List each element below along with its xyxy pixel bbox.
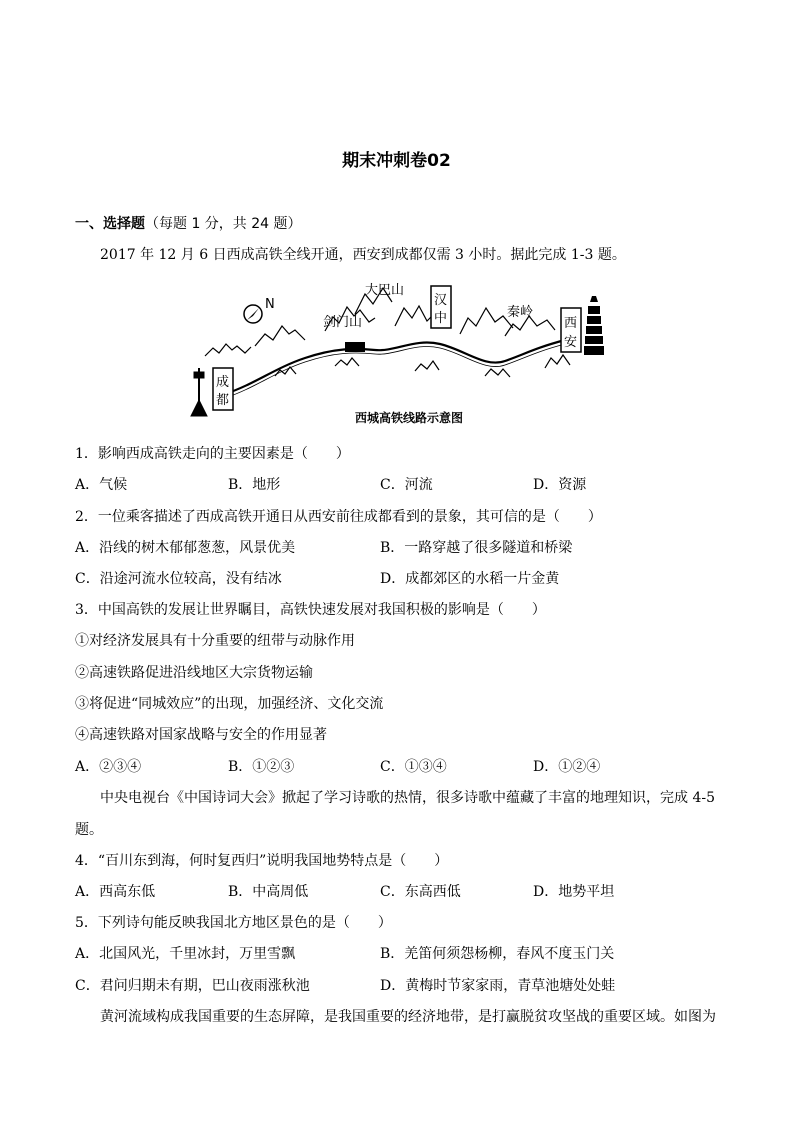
q2-option-c: C．沿途河流水位较高，没有结冰 — [75, 571, 282, 587]
question-5-stem: 5．下列诗句能反映我国北方地区景色的是（ ） — [75, 915, 392, 931]
q4-option-a: A．西高东低 — [75, 884, 156, 900]
section-heading-note: （每题 1 分，共 24 题） — [145, 216, 302, 232]
q1-option-c: C．河流 — [380, 477, 433, 493]
q3-statement-4: ④高速铁路对国家战略与安全的作用显著 — [75, 727, 327, 743]
q4-option-b: B．中高周低 — [228, 884, 309, 900]
q5-option-b: B．羌笛何须怨杨柳，春风不度玉门关 — [380, 946, 615, 962]
page-title: 期末冲刺卷02 — [342, 151, 451, 171]
question-3-stem: 3．中国高铁的发展让世界瞩目，高铁快速发展对我国积极的影响是（ ） — [75, 602, 546, 618]
section-heading-label: 一、选择题 — [75, 216, 145, 232]
map-caption: 西城高铁线路示意图 — [355, 411, 464, 425]
label-qinling: 秦岭 — [507, 305, 534, 320]
q3-statement-2: ②高速铁路促进沿线地区大宗货物运输 — [75, 665, 313, 681]
q3-statement-3: ③将促进“同城效应”的出现，加强经济、文化交流 — [75, 696, 384, 712]
label-xian-1: 西 — [564, 316, 578, 331]
intro-paragraph-2-line-1: 中央电视台《中国诗词大会》掀起了学习诗歌的热情，很多诗歌中蕴藏了丰富的地理知识，完成 4-5 — [100, 790, 715, 806]
pagoda-icon — [584, 296, 604, 355]
intro-paragraph-1: 2017 年 12 月 6 日西成高铁全线开通，西安到成都仅需 3 小时。据此完成 1-3 题。 — [100, 247, 626, 263]
label-xian-2: 安 — [564, 335, 578, 350]
q5-option-a: A．北国风光，千里冰封，万里雪飘 — [75, 946, 296, 962]
question-4-stem: 4．“百川东到海，何时复西归”说明我国地势特点是（ ） — [75, 853, 449, 869]
q3-option-d: D．①②④ — [533, 759, 601, 775]
intro-paragraph-3: 黄河流域构成我国重要的生态屏障，是我国重要的经济地带，是打赢脱贫攻坚战的重要区域。如图为 — [100, 1009, 716, 1025]
intro-paragraph-2-line-2: 题。 — [75, 822, 103, 838]
q1-option-b: B．地形 — [228, 477, 281, 493]
q2-option-b: B．一路穿越了很多隧道和桥梁 — [380, 540, 573, 556]
q1-option-d: D．资源 — [533, 477, 587, 493]
label-hanzhong-1: 汉 — [434, 293, 448, 308]
label-hanzhong-2: 中 — [434, 311, 448, 326]
north-label: N — [265, 297, 275, 312]
mountains-drawing — [205, 288, 570, 377]
q2-option-d: D．成都郊区的水稻一片金黄 — [380, 571, 560, 587]
railway-line — [225, 340, 565, 394]
q3-option-b: B．①②③ — [228, 759, 295, 775]
section-heading — [75, 214, 302, 234]
question-1-stem: 1．影响西成高铁走向的主要因素是（ ） — [75, 446, 350, 462]
q1-option-a: A．气候 — [75, 477, 128, 493]
q4-option-d: D．地势平坦 — [533, 884, 615, 900]
question-2-stem: 2．一位乘客描述了西成高铁开通日从西安前往成都看到的景象，其可信的是（ ） — [75, 509, 602, 525]
tv-tower-icon — [191, 368, 207, 416]
label-dabashan: 大巴山 — [365, 283, 405, 298]
q3-option-a: A．②③④ — [75, 759, 142, 775]
label-chengdu-1: 成 — [216, 375, 230, 390]
compass-icon — [244, 297, 275, 323]
q3-statement-1: ①对经济发展具有十分重要的纽带与动脉作用 — [75, 633, 355, 649]
q5-option-d: D．黄梅时节家家雨，青草池塘处处蛙 — [380, 978, 616, 994]
label-jianmenshan: 剑门山 — [323, 315, 363, 330]
q2-option-a: A．沿线的树木郁郁葱葱，风景优美 — [75, 540, 296, 556]
railway-map — [185, 276, 615, 428]
q5-option-c: C．君问归期未有期，巴山夜雨涨秋池 — [75, 978, 310, 994]
q4-option-c: C．东高西低 — [380, 884, 461, 900]
train-icon — [345, 342, 365, 352]
label-chengdu-2: 都 — [216, 393, 230, 408]
q3-option-c: C．①③④ — [380, 759, 447, 775]
